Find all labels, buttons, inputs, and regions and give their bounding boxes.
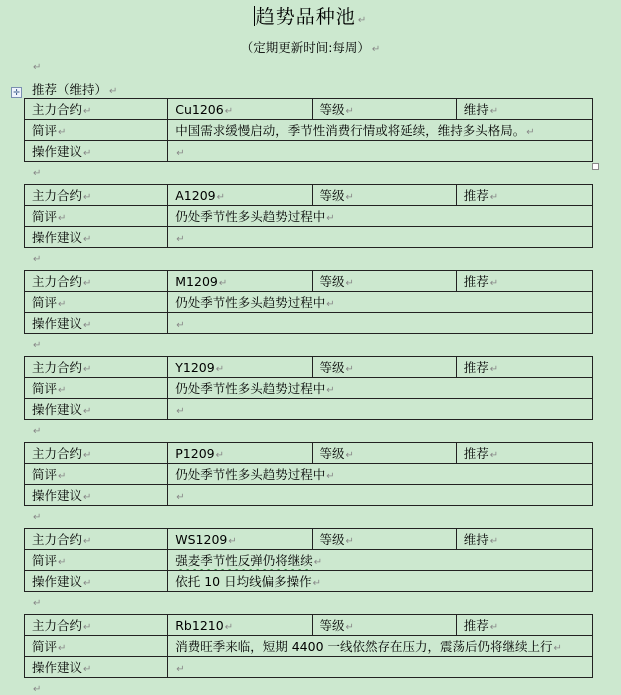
- comment-cell-text: 消费旺季来临，短期 4400 一线依然存在压力，震荡后仍将继续上行: [175, 639, 553, 654]
- advice-label-cell-text: 操作建议: [32, 316, 83, 331]
- grade-value-cell-text: 推荐: [463, 446, 489, 461]
- cell-end-mark-icon: ↵: [83, 450, 92, 461]
- contract-table: [24, 528, 593, 592]
- contract-code-cell-text: P1209: [175, 445, 215, 461]
- advice-label-cell-text: 操作建议: [32, 660, 83, 675]
- table-resize-handle-icon[interactable]: [592, 163, 599, 170]
- contract-table: [24, 356, 593, 420]
- comment-label-cell-text: 简评: [32, 381, 58, 396]
- advice-label-cell[interactable]: [25, 571, 168, 592]
- comment-cell[interactable]: [168, 464, 593, 485]
- contract-code-cell[interactable]: [168, 271, 312, 292]
- cell-end-mark-icon: ↵: [58, 385, 67, 396]
- cell-end-mark-icon: ↵: [345, 536, 354, 547]
- cell-end-mark-icon: ↵: [489, 364, 499, 375]
- comment-cell[interactable]: [168, 206, 593, 227]
- paragraph-mark-icon: ↵: [33, 426, 42, 437]
- cell-end-mark-icon: ↵: [326, 299, 335, 310]
- paragraph-mark-icon: ↵: [33, 254, 42, 265]
- table-row: [25, 378, 593, 399]
- contract-label-cell[interactable]: [25, 99, 168, 120]
- comment-label-cell[interactable]: [25, 550, 168, 571]
- advice-label-cell[interactable]: [25, 141, 168, 162]
- contract-table: [24, 184, 593, 248]
- contract-label-cell-text: 主力合约: [32, 532, 83, 547]
- table-row: [25, 399, 593, 420]
- cell-end-mark-icon: ↵: [326, 213, 335, 224]
- contract-label-cell[interactable]: [25, 443, 168, 464]
- cell-end-mark-icon: ↵: [83, 148, 92, 159]
- paragraph-mark-icon: ↵: [371, 44, 381, 55]
- contract-label-cell[interactable]: [25, 185, 168, 206]
- advice-cell[interactable]: [168, 657, 593, 678]
- grade-value-cell[interactable]: [456, 99, 592, 120]
- document-title[interactable]: [0, 2, 621, 29]
- contract-label-cell[interactable]: [25, 529, 168, 550]
- grade-label-cell-text: 等级: [319, 188, 345, 203]
- title-text: 趋势品种池: [255, 6, 356, 28]
- grade-label-cell[interactable]: [312, 443, 456, 464]
- grade-label-cell[interactable]: [312, 615, 456, 636]
- cell-end-mark-icon: ↵: [489, 278, 499, 289]
- cell-end-mark-icon: ↵: [176, 405, 185, 417]
- table-row: [25, 485, 593, 506]
- paragraph-mark-icon: ↵: [33, 684, 42, 695]
- advice-cell[interactable]: [168, 313, 593, 334]
- contract-table: [24, 442, 593, 506]
- table-row: [25, 443, 593, 464]
- advice-label-cell[interactable]: [25, 227, 168, 248]
- table-row: [25, 292, 593, 313]
- contract-code-cell[interactable]: [168, 529, 312, 550]
- cell-end-mark-icon: ↵: [345, 364, 354, 375]
- advice-cell[interactable]: [168, 571, 593, 592]
- cell-end-mark-icon: ↵: [176, 147, 185, 159]
- comment-cell-text: 仍处季节性多头趋势过程中: [175, 467, 326, 482]
- comment-cell[interactable]: [168, 636, 593, 657]
- advice-cell-text: 依托 10 日均线偏多操作: [175, 574, 312, 589]
- contract-code-cell-text: Rb1210: [175, 617, 224, 633]
- cell-end-mark-icon: ↵: [83, 536, 92, 547]
- table-row: [25, 271, 593, 292]
- contract-table: [24, 614, 593, 678]
- advice-cell[interactable]: [168, 227, 593, 248]
- contract-code-cell-text: Cu1206: [175, 101, 224, 117]
- cell-end-mark-icon: ↵: [224, 621, 234, 633]
- comment-label-cell[interactable]: [25, 120, 168, 141]
- grade-value-cell-text: 维持: [463, 102, 489, 117]
- advice-cell[interactable]: [168, 141, 593, 162]
- grade-label-cell[interactable]: [312, 271, 456, 292]
- table-move-handle-icon[interactable]: ✛: [11, 87, 22, 98]
- advice-label-cell[interactable]: [25, 485, 168, 506]
- paragraph-mark-icon: ↵: [33, 512, 42, 523]
- cell-end-mark-icon: ↵: [553, 643, 562, 654]
- cell-end-mark-icon: ↵: [83, 106, 92, 117]
- grade-value-cell[interactable]: [456, 443, 592, 464]
- table-row: [25, 550, 593, 571]
- paragraph-mark-icon: ↵: [33, 340, 42, 351]
- cell-end-mark-icon: ↵: [83, 664, 92, 675]
- advice-label-cell-text: 操作建议: [32, 144, 83, 159]
- cell-end-mark-icon: ↵: [58, 557, 67, 568]
- comment-label-cell[interactable]: [25, 378, 168, 399]
- cell-end-mark-icon: ↵: [176, 663, 185, 675]
- contract-label-cell[interactable]: [25, 357, 168, 378]
- advice-label-cell-text: 操作建议: [32, 488, 83, 503]
- comment-cell-text: 仍处季节性多头趋势过程中: [175, 209, 326, 224]
- cell-end-mark-icon: ↵: [58, 471, 67, 482]
- advice-label-cell-text: 操作建议: [32, 230, 83, 245]
- cell-end-mark-icon: ↵: [215, 449, 224, 461]
- contract-table: [24, 270, 593, 334]
- section-label[interactable]: [32, 80, 117, 98]
- comment-cell[interactable]: [168, 550, 593, 571]
- advice-label-cell[interactable]: [25, 399, 168, 420]
- contract-code-cell-text: M1209: [175, 273, 218, 289]
- comment-label-cell[interactable]: [25, 464, 168, 485]
- grade-value-cell[interactable]: [456, 185, 592, 206]
- cell-end-mark-icon: ↵: [345, 278, 354, 289]
- cell-end-mark-icon: ↵: [224, 105, 234, 117]
- advice-label-cell-text: 操作建议: [32, 574, 83, 589]
- cell-end-mark-icon: ↵: [58, 299, 67, 310]
- cell-end-mark-icon: ↵: [489, 450, 499, 461]
- comment-cell-text: 仍处季节性多头趋势过程中: [175, 295, 326, 310]
- cell-end-mark-icon: ↵: [326, 385, 335, 396]
- section-label-text: 推荐（维持）: [32, 82, 108, 97]
- cell-end-mark-icon: ↵: [489, 192, 499, 203]
- comment-cell-text: 强麦季节性反弹仍将继续: [175, 553, 313, 568]
- cell-end-mark-icon: ↵: [345, 106, 354, 117]
- cell-end-mark-icon: ↵: [312, 578, 321, 589]
- table-row: [25, 529, 593, 550]
- cell-end-mark-icon: ↵: [58, 127, 67, 138]
- comment-label-cell-text: 简评: [32, 209, 58, 224]
- cell-end-mark-icon: ↵: [489, 536, 499, 547]
- contract-code-cell[interactable]: [168, 357, 312, 378]
- subtitle-text: （定期更新时间:每周）: [240, 40, 370, 55]
- contract-label-cell-text: 主力合约: [32, 102, 83, 117]
- table-row: [25, 227, 593, 248]
- comment-cell[interactable]: [168, 378, 593, 399]
- cell-end-mark-icon: ↵: [215, 363, 225, 375]
- cell-end-mark-icon: ↵: [345, 192, 354, 203]
- cell-end-mark-icon: ↵: [176, 233, 185, 245]
- grade-label-cell[interactable]: [312, 185, 456, 206]
- contract-label-cell-text: 主力合约: [32, 188, 83, 203]
- comment-label-cell[interactable]: [25, 636, 168, 657]
- grade-value-cell[interactable]: [456, 271, 592, 292]
- cell-end-mark-icon: ↵: [216, 191, 226, 203]
- contract-code-cell-text: Y1209: [175, 359, 215, 375]
- contract-label-cell-text: 主力合约: [32, 274, 83, 289]
- table-row: [25, 313, 593, 334]
- cell-end-mark-icon: ↵: [83, 192, 92, 203]
- comment-label-cell-text: 简评: [32, 123, 58, 138]
- cell-end-mark-icon: ↵: [326, 471, 335, 482]
- table-row: [25, 357, 593, 378]
- grade-label-cell[interactable]: [312, 99, 456, 120]
- grade-label-cell-text: 等级: [319, 274, 345, 289]
- cell-end-mark-icon: ↵: [83, 364, 92, 375]
- comment-label-cell-text: 简评: [32, 639, 58, 654]
- grade-value-cell[interactable]: [456, 529, 592, 550]
- grade-label-cell-text: 等级: [319, 446, 345, 461]
- grade-value-cell-text: 推荐: [463, 360, 489, 375]
- contract-code-cell[interactable]: [168, 99, 312, 120]
- contract-label-cell-text: 主力合约: [32, 360, 83, 375]
- contract-table: [24, 98, 593, 162]
- cell-end-mark-icon: ↵: [218, 277, 228, 289]
- grade-label-cell[interactable]: [312, 357, 456, 378]
- comment-cell[interactable]: [168, 292, 593, 313]
- contract-label-cell[interactable]: [25, 271, 168, 292]
- grade-label-cell-text: 等级: [319, 102, 345, 117]
- grade-value-cell-text: 推荐: [463, 274, 489, 289]
- table-row: [25, 464, 593, 485]
- contract-code-cell-text: A1209: [175, 187, 216, 203]
- grade-label-cell-text: 等级: [319, 360, 345, 375]
- cell-end-mark-icon: ↵: [489, 106, 499, 117]
- cell-end-mark-icon: ↵: [58, 643, 67, 654]
- contract-label-cell[interactable]: [25, 615, 168, 636]
- cell-end-mark-icon: ↵: [489, 622, 499, 633]
- comment-label-cell-text: 简评: [32, 295, 58, 310]
- cell-end-mark-icon: ↵: [345, 450, 354, 461]
- document-subtitle[interactable]: [0, 38, 621, 56]
- table-row: [25, 636, 593, 657]
- advice-cell[interactable]: [168, 485, 593, 506]
- comment-cell-text: 仍处季节性多头趋势过程中: [175, 381, 326, 396]
- advice-label-cell[interactable]: [25, 313, 168, 334]
- cell-end-mark-icon: ↵: [83, 406, 92, 417]
- contract-code-cell[interactable]: [168, 615, 312, 636]
- comment-cell[interactable]: [168, 120, 593, 141]
- grade-value-cell[interactable]: [456, 615, 592, 636]
- paragraph-mark-icon: ↵: [109, 86, 118, 97]
- cell-end-mark-icon: ↵: [526, 127, 535, 138]
- paragraph-mark-icon: ↵: [357, 15, 368, 26]
- grade-label-cell[interactable]: [312, 529, 456, 550]
- table-row: [25, 120, 593, 141]
- cell-end-mark-icon: ↵: [228, 535, 237, 547]
- contract-code-cell-text: WS1209: [175, 531, 228, 547]
- advice-label-cell-text: 操作建议: [32, 402, 83, 417]
- table-row: [25, 615, 593, 636]
- table-row: [25, 571, 593, 592]
- cell-end-mark-icon: ↵: [83, 492, 92, 503]
- paragraph-mark-icon: ↵: [33, 598, 42, 609]
- table-row: [25, 657, 593, 678]
- grade-label-cell-text: 等级: [319, 532, 345, 547]
- cell-end-mark-icon: ↵: [83, 320, 92, 331]
- contract-label-cell-text: 主力合约: [32, 446, 83, 461]
- cell-end-mark-icon: ↵: [83, 622, 92, 633]
- grade-value-cell-text: 维持: [463, 532, 489, 547]
- cell-end-mark-icon: ↵: [176, 319, 185, 331]
- grade-label-cell-text: 等级: [319, 618, 345, 633]
- cell-end-mark-icon: ↵: [58, 213, 67, 224]
- cell-end-mark-icon: ↵: [313, 557, 323, 568]
- cell-end-mark-icon: ↵: [345, 622, 354, 633]
- grade-value-cell-text: 推荐: [463, 188, 489, 203]
- comment-label-cell-text: 简评: [32, 553, 58, 568]
- table-row: [25, 185, 593, 206]
- cell-end-mark-icon: ↵: [176, 491, 185, 503]
- paragraph-mark-icon: ↵: [33, 62, 42, 73]
- cell-end-mark-icon: ↵: [83, 578, 92, 589]
- text-cursor: [254, 6, 255, 26]
- paragraph-mark-icon: ↵: [33, 168, 42, 179]
- advice-label-cell[interactable]: [25, 657, 168, 678]
- table-row: [25, 206, 593, 227]
- table-row: [25, 99, 593, 120]
- contract-code-cell[interactable]: [168, 443, 312, 464]
- cell-end-mark-icon: ↵: [83, 234, 92, 245]
- comment-label-cell[interactable]: [25, 292, 168, 313]
- contract-code-cell[interactable]: [168, 185, 312, 206]
- comment-label-cell-text: 简评: [32, 467, 58, 482]
- comment-label-cell[interactable]: [25, 206, 168, 227]
- cell-end-mark-icon: ↵: [83, 278, 92, 289]
- grade-value-cell[interactable]: [456, 357, 592, 378]
- contract-label-cell-text: 主力合约: [32, 618, 83, 633]
- advice-cell[interactable]: [168, 399, 593, 420]
- grade-value-cell-text: 推荐: [463, 618, 489, 633]
- comment-cell-text: 中国需求缓慢启动，季节性消费行情或将延续，维持多头格局。: [175, 123, 526, 138]
- table-row: [25, 141, 593, 162]
